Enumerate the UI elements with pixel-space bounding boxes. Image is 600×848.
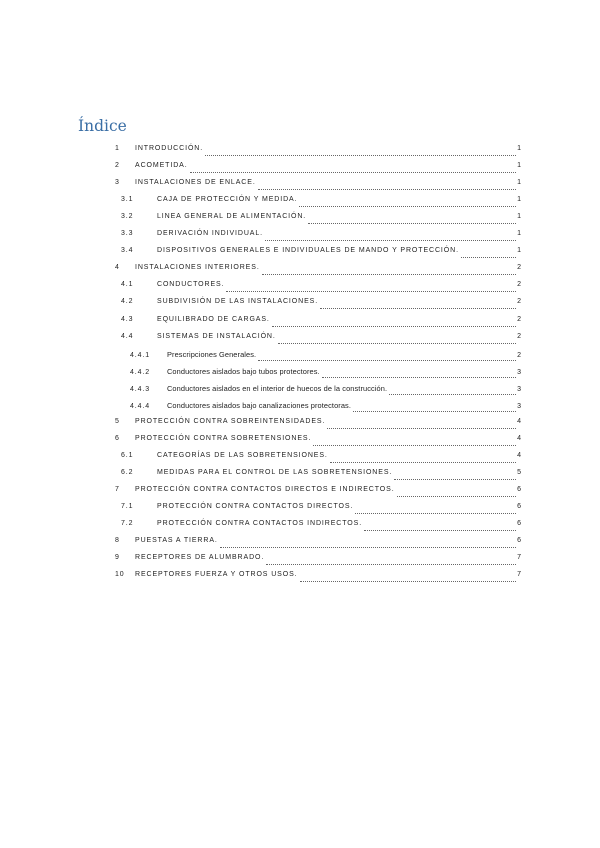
toc-entry-number: 3.1: [121, 196, 134, 204]
toc-entry-text: DERIVACIÓN INDIVIDUAL.: [157, 230, 264, 238]
toc-entry-page: 2: [517, 332, 521, 340]
toc-entry[interactable]: [0, 264, 521, 278]
toc-entry[interactable]: [0, 435, 521, 449]
toc-dot-leader: [330, 457, 516, 463]
toc-entry-page: 3: [517, 368, 521, 376]
toc-entry[interactable]: [0, 401, 521, 415]
toc-dot-leader: [190, 167, 517, 173]
toc-entry-number: 4.4.1: [130, 351, 151, 359]
toc-dot-leader: [258, 184, 516, 190]
toc-entry-number: 7.1: [121, 503, 134, 511]
toc-entry-number: 5: [115, 417, 120, 425]
toc-entry-number: 3.2: [121, 213, 134, 221]
toc-entry-text: PUESTAS A TIERRA.: [135, 537, 218, 545]
toc-entry[interactable]: [0, 384, 521, 398]
toc-dot-leader: [262, 269, 516, 275]
toc-entry[interactable]: [0, 537, 521, 551]
toc-dot-leader: [320, 303, 516, 309]
toc-dot-leader: [265, 235, 516, 241]
toc-entry-number: 4.1: [121, 281, 134, 289]
toc-entry-page: 2: [517, 264, 521, 272]
toc-entry-number: 3.3: [121, 230, 134, 238]
toc-entry[interactable]: [0, 230, 521, 244]
toc-entry-number: 4: [115, 264, 120, 272]
toc-entry-page: 2: [517, 351, 521, 359]
toc-entry[interactable]: [0, 196, 521, 210]
toc-entry-page: 6: [517, 520, 521, 528]
toc-entry-page: 1: [517, 196, 521, 204]
toc-entry-number: 1: [115, 145, 120, 152]
toc-dot-leader: [322, 372, 516, 378]
toc-entry-text: SUBDIVISIÓN DE LAS INSTALACIONES.: [157, 298, 319, 306]
toc-dot-leader: [308, 218, 516, 224]
toc-entry-page: 5: [517, 468, 521, 476]
toc-dot-leader: [327, 423, 516, 429]
toc-entry-text: LINEA GENERAL DE ALIMENTACIÓN.: [157, 213, 307, 221]
toc-entry-page: 4: [517, 417, 521, 425]
toc-entry-number: 4.4.3: [130, 385, 151, 393]
toc-entry-text: RECEPTORES DE ALUMBRADO.: [135, 554, 265, 562]
toc-entry-page: 1: [517, 213, 521, 221]
toc-dot-leader: [278, 338, 516, 344]
toc-entry-number: 4.2: [121, 298, 134, 306]
toc-entry-page: 7: [517, 571, 521, 579]
toc-entry-number: 4.4.4: [130, 402, 151, 410]
toc-entry[interactable]: [0, 520, 521, 534]
toc-entry-page: 1: [517, 179, 521, 187]
toc-entry[interactable]: [0, 247, 521, 261]
toc-dot-leader: [353, 406, 516, 412]
toc-entry-text: SISTEMAS DE INSTALACIÓN.: [157, 332, 276, 340]
page-title: Índice: [78, 117, 127, 135]
toc-entry-text: Conductores aislados bajo tubos protectores.: [167, 366, 320, 376]
toc-entry-page: 1: [517, 230, 521, 238]
toc-entry-page: 2: [517, 315, 521, 323]
toc-entry[interactable]: [0, 145, 521, 159]
toc-entry-text: PROTECCIÓN CONTRA SOBREINTENSIDADES.: [135, 417, 326, 425]
toc-dot-leader: [226, 286, 516, 292]
toc-entry-page: 1: [517, 145, 521, 152]
toc-dot-leader: [258, 355, 516, 361]
toc-entry-text: INSTALACIONES DE ENLACE.: [135, 179, 256, 187]
toc-entry-text: CAJA DE PROTECCIÓN Y MEDIDA.: [157, 196, 298, 204]
toc-entry[interactable]: [0, 469, 521, 483]
toc-dot-leader: [313, 440, 516, 446]
toc-entry-number: 7.2: [121, 520, 134, 528]
toc-entry[interactable]: [0, 571, 521, 585]
toc-entry-text: PROTECCIÓN CONTRA CONTACTOS INDIRECTOS.: [157, 520, 363, 528]
toc-entry-number: 3: [115, 179, 120, 187]
toc-entry[interactable]: [0, 213, 521, 227]
toc-entry-number: 6.2: [121, 468, 134, 476]
toc-entry-page: 6: [517, 537, 521, 545]
toc-entry-page: 7: [517, 554, 521, 562]
toc-entry[interactable]: [0, 281, 521, 295]
toc-entry-page: 3: [517, 385, 521, 393]
toc-dot-leader: [266, 559, 516, 565]
toc-entry[interactable]: [0, 350, 521, 364]
toc-dot-leader: [220, 542, 516, 548]
toc-dot-leader: [394, 474, 516, 480]
toc-entry[interactable]: [0, 333, 521, 347]
toc-entry[interactable]: [0, 452, 521, 466]
toc-dot-leader: [364, 525, 516, 531]
toc-entry-number: 4.4.2: [130, 368, 151, 376]
toc-dot-leader: [300, 576, 517, 582]
toc-entry-number: 8: [115, 537, 120, 545]
toc-entry[interactable]: [0, 503, 521, 517]
toc-dot-leader: [272, 321, 516, 327]
toc-entry-page: 2: [517, 298, 521, 306]
toc-entry-number: 4.3: [121, 315, 134, 323]
toc-dot-leader: [299, 201, 516, 207]
toc-entry-text: Prescripciones Generales.: [167, 349, 257, 359]
toc-entry[interactable]: [0, 162, 521, 176]
toc-entry-page: 4: [517, 434, 521, 442]
toc-dot-leader: [389, 389, 516, 395]
toc-entry-number: 4.4: [121, 332, 134, 340]
toc-entry-text: EQUILIBRADO DE CARGAS.: [157, 315, 270, 323]
toc-entry-text: Conductores aislados bajo canalizaciones protectoras.: [167, 400, 352, 410]
toc-entry-text: Conductores aislados en el interior de huecos de la construcción.: [167, 383, 388, 393]
toc-entry[interactable]: [0, 486, 521, 500]
toc-entry-page: 2: [517, 281, 521, 289]
toc-entry-number: 7: [115, 486, 120, 493]
toc-entry-text: INSTALACIONES INTERIORES.: [135, 264, 260, 272]
toc-entry-text: PROTECCIÓN CONTRA SOBRETENSIONES.: [135, 434, 312, 442]
toc-entry-page: 3: [517, 402, 521, 410]
toc-entry-text: ACOMETIDA.: [135, 162, 188, 170]
toc-entry[interactable]: [0, 316, 521, 330]
toc-entry-number: 6.1: [121, 451, 134, 459]
toc-entry-page: 6: [517, 503, 521, 511]
toc-dot-leader: [397, 491, 517, 497]
toc-dot-leader: [205, 150, 516, 156]
toc-entry-page: 1: [517, 162, 521, 170]
toc-entry[interactable]: [0, 367, 521, 381]
toc-entry-page: 6: [517, 486, 521, 493]
toc-entry-text: RECEPTORES FUERZA Y OTROS USOS.: [135, 571, 298, 579]
toc-entry[interactable]: [0, 418, 521, 432]
toc-entry-number: 3.4: [121, 247, 134, 255]
toc-entry-number: 9: [115, 554, 120, 562]
toc-entry-number: 6: [115, 434, 120, 442]
toc-entry-text: DISPOSITIVOS GENERALES E INDIVIDUALES DE MANDO Y PROTECCIÓN.: [157, 247, 459, 255]
toc-entry-number: 10: [115, 571, 125, 579]
toc-entry-number: 2: [115, 162, 120, 170]
toc-entry[interactable]: [0, 298, 521, 312]
toc-entry-text: CONDUCTORES.: [157, 281, 225, 289]
toc-entry[interactable]: [0, 554, 521, 568]
toc-entry-text: MEDIDAS PARA EL CONTROL DE LAS SOBRETENSIONES.: [157, 468, 393, 476]
toc-dot-leader: [461, 252, 516, 258]
toc-dot-leader: [355, 508, 516, 514]
toc-entry-text: PROTECCIÓN CONTRA CONTACTOS DIRECTOS E INDIRECTOS.: [135, 486, 395, 493]
toc-entry-text: PROTECCIÓN CONTRA CONTACTOS DIRECTOS.: [157, 503, 354, 511]
toc-entry-page: 1: [517, 247, 521, 255]
toc-entry-text: INTRODUCCIÓN.: [135, 145, 204, 152]
toc-entry-text: CATEGORÍAS DE LAS SOBRETENSIONES.: [157, 451, 328, 459]
toc-entry-page: 4: [517, 451, 521, 459]
toc-entry[interactable]: [0, 179, 521, 193]
